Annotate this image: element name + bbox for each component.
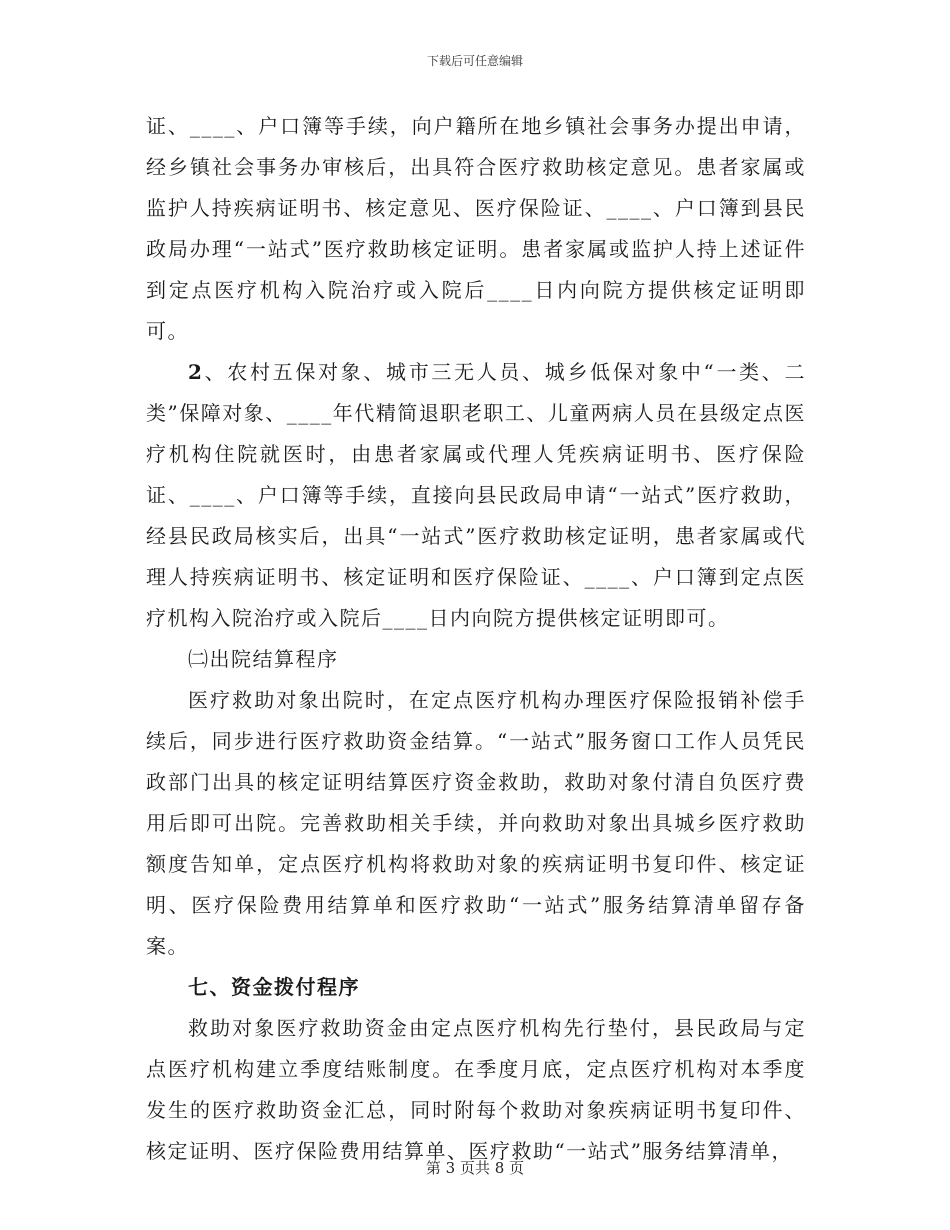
subsection-title: ㈡出院结算程序 xyxy=(188,647,339,671)
page-footer: 第 3 页共 8 页 xyxy=(425,1159,525,1177)
item-text: 、农村五保对象、城市三无人员、城乡低保对象中“一类、二类”保障对象、____年代精简退职老职工、儿童两病人员在县级定点医疗机构住院就医时，由患者家属或代理人凭疾病证明书、医疗保险证、____、户口簿等手续，直接向县民政局申请“一站式”医疗救助，经县民政局核实后，出具“一站式”医疗救助核定证明，患者家属或代理人持疾病证明书、核定证明和医疗保险证、____、户口簿到定点医疗机构入院治疗或入院后____日内向院方提供核定证明即可。 xyxy=(146,360,806,630)
document-body xyxy=(146,106,806,1172)
paragraph-item-2 xyxy=(146,352,806,639)
section-heading: 七、资金拨付程序 xyxy=(188,975,360,999)
page-header: 下载后可任意编辑 xyxy=(426,54,523,68)
paragraph-continued: 证、____、户口簿等手续，向户籍所在地乡镇社会事务办提出申请，经乡镇社会事务办审核后，出具符合医疗救助核定意见。患者家属或监护人持疾病证明书、核定意见、医疗保险证、____、户口簿到县民政局办理“一站式”医疗救助核定证明。患者家属或监护人持上述证件到定点医疗机构入院治疗或入院后____日内向院方提供核定证明即可。 xyxy=(146,114,806,343)
item-number: 2 xyxy=(188,360,204,384)
paragraph-discharge: 医疗救助对象出院时，在定点医疗机构办理医疗保险报销补偿手续后，同步进行医疗救助资金结算。“一站式”服务窗口工作人员凭民政部门出具的核定证明结算医疗资金救助，救助对象付清自负医疗费用后即可出院。完善救助相关手续，并向救助对象出具城乡医疗救助额度告知单，定点医疗机构将救助对象的疾病证明书复印件、核定证明、医疗保险费用结算单和医疗救助“一站式”服务结算清单留存备案。 xyxy=(146,688,806,958)
paragraph-funding: 救助对象医疗救助资金由定点医疗机构先行垫付，县民政局与定点医疗机构建立季度结账制度。在季度月底，定点医疗机构对本季度发生的医疗救助资金汇总，同时附每个救助对象疾病证明书复印件、核定证明、医疗保险费用结算单、医疗救助“一站式”服务结算清单， xyxy=(146,1016,806,1163)
